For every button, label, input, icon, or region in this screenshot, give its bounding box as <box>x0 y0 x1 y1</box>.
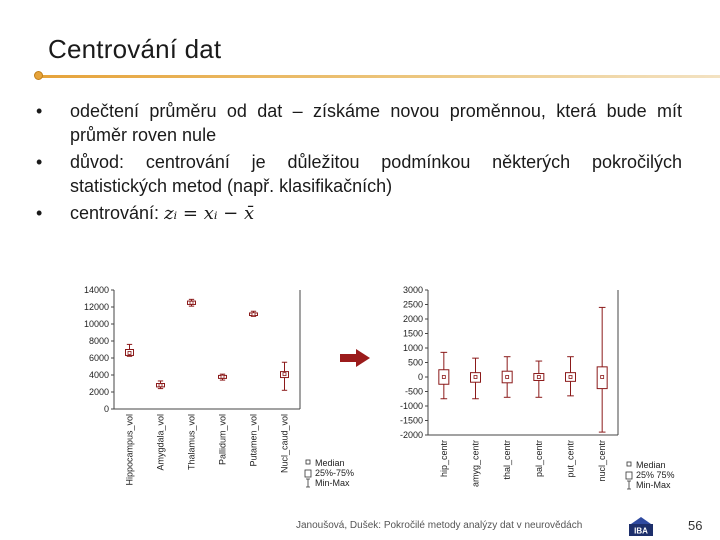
bullet-dot-icon: • <box>36 101 43 121</box>
y-tick-label: 10000 <box>83 319 109 329</box>
y-tick-label: 0 <box>417 372 423 382</box>
legend-median-icon <box>306 460 310 464</box>
x-tick-label: Thalamus_vol <box>186 414 197 471</box>
x-tick-label: Hippocampus_vol <box>124 414 135 486</box>
median-marker <box>283 373 286 376</box>
legend-iqr-label: 25%-75% <box>315 468 355 478</box>
y-tick-label: -2000 <box>399 430 423 440</box>
x-tick-label: hip_centr <box>438 440 449 478</box>
y-tick-label: -1000 <box>399 401 423 411</box>
bullet-dot-icon: • <box>36 152 43 172</box>
legend-median-icon <box>627 462 631 466</box>
x-tick-label: Nucl_caud_vol <box>279 414 290 474</box>
bullet-list <box>36 99 682 229</box>
y-tick-label: 1500 <box>402 328 423 339</box>
legend-iqr-icon <box>626 472 632 479</box>
page-number: 56 <box>688 518 703 533</box>
x-tick-label: Putamen_vol <box>248 414 259 467</box>
x-tick-label: Pallidum_vol <box>217 414 228 466</box>
y-tick-label: 2000 <box>88 387 109 397</box>
median-marker <box>128 351 131 354</box>
x-tick-label: Amygdala_vol <box>155 414 166 471</box>
x-tick-label: thal_centr <box>502 440 513 480</box>
legend-median-label: Median <box>636 460 666 470</box>
y-tick-label: 8000 <box>88 336 109 346</box>
y-tick-label: 4000 <box>88 370 109 380</box>
bullet-item <box>36 99 682 147</box>
y-tick-label: 0 <box>103 404 109 414</box>
right-arrow-icon <box>340 349 370 367</box>
centered-volumes-boxplot <box>385 280 685 495</box>
y-tick-label: -1500 <box>399 415 423 426</box>
bullet-dot-icon: • <box>36 203 43 223</box>
x-tick-label: pal_centr <box>533 440 544 478</box>
y-tick-label: 6000 <box>88 353 109 363</box>
x-tick-label: put_centr <box>565 440 576 478</box>
iba-logo <box>627 516 655 536</box>
legend-iqr-label: 25% 75% <box>636 470 675 480</box>
bullet-text: odečtení průměru od dat – získáme novou proměnnou, která bude mít průměr roven nule <box>70 101 682 145</box>
legend-median-label: Median <box>315 458 345 468</box>
centering-formula: zᵢ = xᵢ − x̄ <box>164 203 255 224</box>
median-marker <box>474 376 477 379</box>
y-tick-label: 2500 <box>402 299 423 310</box>
legend-minmax-label: Min-Max <box>636 480 671 490</box>
y-tick-label: 500 <box>407 357 423 368</box>
y-tick-label: 1000 <box>402 343 423 353</box>
title-underline-dot <box>34 71 43 80</box>
bullet-text: důvod: centrování je důležitou podmínkou některých pokročilých statistických metod (např. klasifikačních) <box>70 152 682 196</box>
logo-text: IBA <box>634 526 648 536</box>
median-marker <box>190 301 193 304</box>
slide-title: Centrování dat <box>48 34 222 64</box>
legend-minmax-icon <box>627 481 631 489</box>
median-marker <box>569 376 572 379</box>
bullet-item <box>36 150 682 198</box>
title-underline <box>38 75 720 78</box>
median-marker <box>506 376 509 379</box>
bullet-text: centrování: <box>70 203 165 223</box>
median-marker <box>442 376 445 379</box>
median-marker <box>537 376 540 379</box>
x-tick-label: amyg_centr <box>470 440 481 488</box>
footer-text: Janoušová, Dušek: Pokročilé metody analýzy dat v neurovědách <box>296 520 583 531</box>
y-tick-label: 12000 <box>83 302 109 312</box>
y-tick-label: -500 <box>404 386 423 397</box>
median-marker <box>252 313 255 316</box>
median-marker <box>221 375 224 378</box>
bullet-item <box>36 201 682 226</box>
legend-minmax-icon <box>306 479 310 487</box>
y-tick-label: 14000 <box>83 285 109 295</box>
y-tick-label: 3000 <box>402 285 423 295</box>
y-tick-label: 2000 <box>402 314 423 324</box>
x-tick-label: nucl_centr <box>597 440 608 482</box>
median-marker <box>159 384 162 387</box>
legend-iqr-icon <box>305 470 311 477</box>
median-marker <box>601 376 604 379</box>
raw-volumes-boxplot <box>70 280 355 495</box>
legend-minmax-label: Min-Max <box>315 478 350 488</box>
